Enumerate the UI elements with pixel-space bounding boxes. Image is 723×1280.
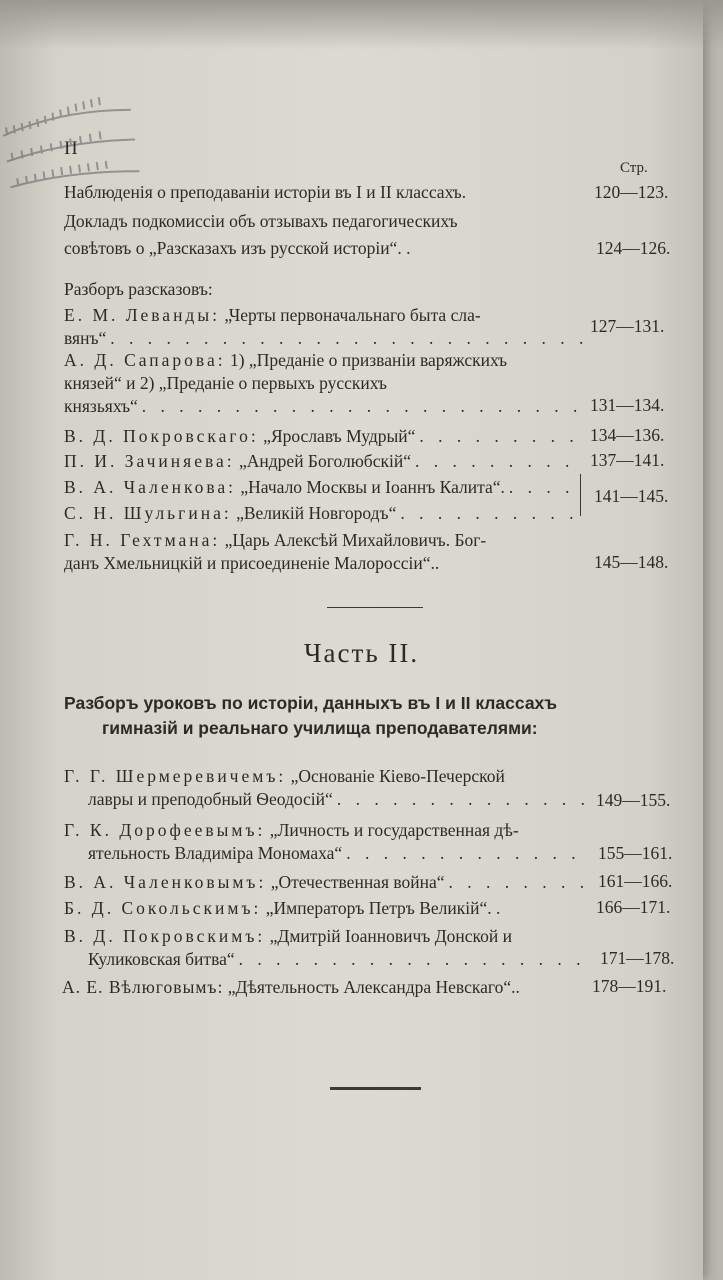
review-pages-saparov: 131—134. <box>590 395 665 415</box>
review-title-line: князей“ и 2) „Преданіе о первыхъ русскихъ <box>64 373 387 393</box>
review-title-line: „Черты первоначальнаго быта сла- <box>224 305 481 325</box>
review-gekhtman <box>64 529 584 575</box>
toc-entry-observations: Наблюденія о преподаваніи исторіи въ I и II классахъ. <box>64 182 467 202</box>
lesson-pages-pokrovsky: 171—178. <box>600 948 675 968</box>
review-title-line: „Начало Москвы и Іоаннъ Калита“. <box>240 477 505 497</box>
toc-entry-report-line2: совѣтовъ о „Разсказахъ изъ русской исторіи“. . <box>64 238 411 258</box>
page-number: II <box>64 138 79 159</box>
review-author: П. И. Зачиняева: <box>64 451 235 471</box>
lesson-title-line: „Дмитрій Іоанновичъ Донской и <box>269 926 512 946</box>
leader-dots <box>505 476 576 499</box>
part-two-heading-line1: Разборъ уроковъ по исторіи, данныхъ въ I и II классахъ <box>64 693 558 713</box>
review-title-line: данъ Хмельницкій и присоединеніе Малороссіи“.. <box>64 553 440 573</box>
pages-column-label: Стр. <box>620 160 648 176</box>
review-author: В. А. Чаленкова: <box>64 477 236 497</box>
review-author: Е. М. Леванды: <box>64 305 220 325</box>
bracket-line <box>580 474 587 516</box>
review-title-line: князьяхъ“ <box>64 396 138 416</box>
part-two-title: Часть II. <box>304 638 420 668</box>
toc-pages-report: 124—126. <box>596 238 671 258</box>
end-rule <box>330 1087 421 1090</box>
lesson-pokrovsky <box>64 925 586 971</box>
review-shulgin <box>64 502 576 525</box>
leader-dots <box>106 327 584 350</box>
lesson-title-line: „Личность и государственная дѣ- <box>269 820 519 840</box>
review-author: С. Н. Шульгина: <box>64 503 232 523</box>
review-pages-levanda: 127—131. <box>590 316 665 336</box>
lesson-author: В. Д. Покровскимъ: <box>64 926 266 946</box>
review-author: В. Д. Покровскаго: <box>64 426 259 446</box>
part-two-heading-line2: гимназій и реальнаго училища преподавателями: <box>102 718 538 738</box>
review-chalenkov <box>64 476 576 499</box>
review-title-line: „Царь Алексѣй Михайловичъ. Бог- <box>224 530 487 550</box>
review-title-line: „Ярославъ Мудрый“ <box>263 426 416 446</box>
review-pokrovsky <box>64 425 584 448</box>
leader-dots <box>138 395 584 418</box>
review-zachinyaev <box>64 450 584 473</box>
lesson-author: Г. Г. Шермеревичемъ: <box>64 766 287 786</box>
lesson-title-line: „Императоръ Петръ Великій“. . <box>265 898 501 918</box>
review-title-line: 1) „Преданіе о призваніи варяжскихъ <box>229 350 508 370</box>
lesson-author: Б. Д. Сокольскимъ: <box>64 898 262 918</box>
lesson-pages-dorofeev: 155—161. <box>598 843 673 863</box>
lesson-chalenkov <box>64 871 586 894</box>
lesson-pages-velyugov: 178—191. <box>592 976 667 996</box>
lesson-dorofeev <box>64 819 586 865</box>
lesson-author: А. Е. Вѣлюговымъ: <box>62 977 224 997</box>
lesson-title-line: ятельность Владиміра Мономаха“ <box>88 843 343 863</box>
lesson-title-line: „Основаніе Кіево-Печерской <box>290 766 505 786</box>
lesson-sokolsky <box>64 897 586 920</box>
review-title-line: вянъ“ <box>64 328 107 348</box>
lesson-title-line: „Дѣятельность Александра Невскаго“.. <box>227 977 520 997</box>
lesson-title-line: „Отечественная война“ <box>270 872 445 892</box>
review-author: А. Д. Сапарова: <box>64 350 226 370</box>
lesson-title-line: Куликовская битва“ <box>88 949 235 969</box>
leader-dots <box>342 842 586 865</box>
review-title-line: „Великій Новгородъ“ <box>236 503 397 523</box>
toc-entry-report-line1: Докладъ подкомиссіи объ отзывахъ педагогическихъ <box>64 211 458 231</box>
review-pages-gekhtman: 145—148. <box>594 552 669 572</box>
leader-dots <box>396 502 576 525</box>
lesson-author: В. А. Чаленковымъ: <box>64 872 267 892</box>
toc-pages-observations: 120—123. <box>594 182 669 202</box>
lesson-pages-shermerevich: 149—155. <box>596 790 671 810</box>
review-title-line: „Андрей Боголюбскій“ <box>239 451 411 471</box>
leader-dots <box>333 788 586 811</box>
review-levanda <box>64 304 584 350</box>
lesson-pages-chalenkov: 161—166. <box>598 871 673 891</box>
leader-dots <box>445 871 586 894</box>
lesson-shermerevich <box>64 765 586 811</box>
section-divider <box>327 607 423 608</box>
leader-dots <box>411 450 584 473</box>
lesson-author: Г. К. Дорофеевымъ: <box>64 820 266 840</box>
review-pages-pokrovsky: 134—136. <box>590 425 665 445</box>
review-author: Г. Н. Гехтмана: <box>64 530 221 550</box>
lesson-title-line: лавры и преподобный Ѳеодосій“ <box>88 789 333 809</box>
lesson-velyugov <box>62 976 584 999</box>
review-pages-zachinyaev: 137—141. <box>590 450 665 470</box>
leader-dots <box>415 425 584 448</box>
review-saparov <box>64 349 584 418</box>
toc-entry-stories-heading: Разборъ разсказовъ: <box>64 279 213 299</box>
review-pages-bracketed: 141—145. <box>594 486 669 506</box>
leader-dots <box>235 948 586 971</box>
lesson-pages-sokolsky: 166—171. <box>596 897 671 917</box>
